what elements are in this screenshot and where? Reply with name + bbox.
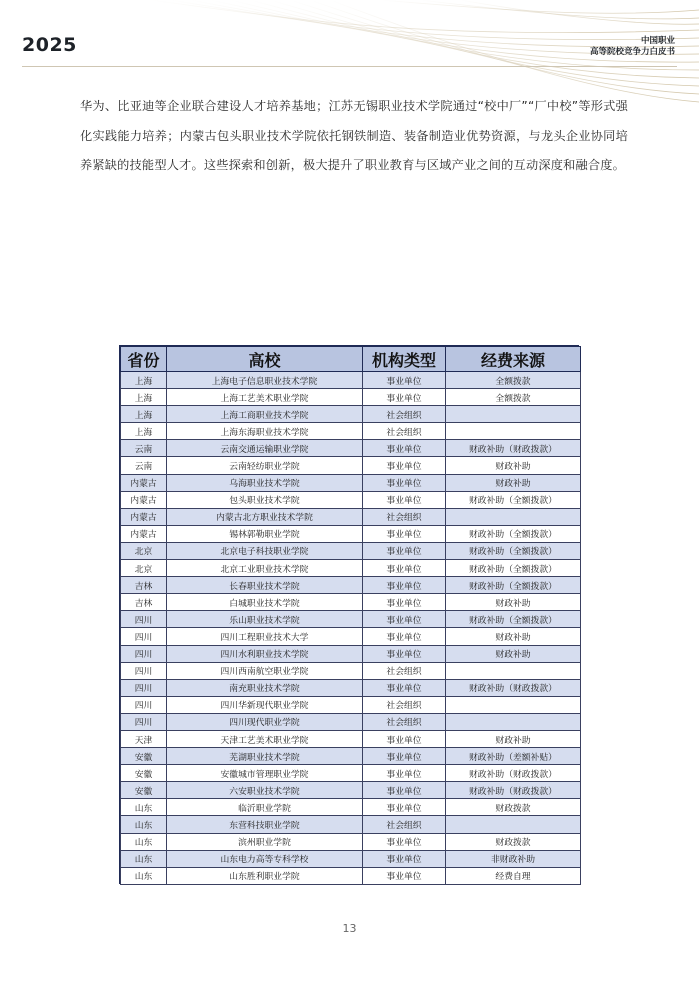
- funding-source-cell: [446, 406, 581, 423]
- college-cell: 内蒙古北方职业技术学院: [167, 508, 363, 525]
- province-cell: 四川: [121, 696, 167, 713]
- table-row: [121, 662, 581, 679]
- institution-type-cell: 社会组织: [363, 662, 446, 679]
- institution-type-cell: 事业单位: [363, 474, 446, 491]
- table-row: [121, 474, 581, 491]
- province-cell: 云南: [121, 457, 167, 474]
- funding-source-cell: 财政补助（全额拨款）: [446, 491, 581, 508]
- table-row: [121, 713, 581, 730]
- province-cell: 四川: [121, 662, 167, 679]
- college-cell: 临沂职业学院: [167, 799, 363, 816]
- institution-type-cell: 事业单位: [363, 594, 446, 611]
- province-cell: 北京: [121, 560, 167, 577]
- table-row: [121, 645, 581, 662]
- funding-source-cell: [446, 713, 581, 730]
- province-cell: 山东: [121, 799, 167, 816]
- table-row: [121, 440, 581, 457]
- funding-source-cell: [446, 662, 581, 679]
- college-cell: 乐山职业技术学院: [167, 611, 363, 628]
- funding-source-cell: 财政补助（财政拨款）: [446, 440, 581, 457]
- college-cell: 上海电子信息职业技术学院: [167, 372, 363, 389]
- institution-type-cell: 社会组织: [363, 713, 446, 730]
- college-cell: 上海工艺美术职业学院: [167, 389, 363, 406]
- institution-type-cell: 事业单位: [363, 577, 446, 594]
- table-row: [121, 748, 581, 765]
- college-cell: 山东胜利职业学院: [167, 867, 363, 884]
- institution-type-cell: 事业单位: [363, 560, 446, 577]
- province-cell: 四川: [121, 628, 167, 645]
- brand-line-1: 中国职业: [640, 36, 675, 46]
- institution-type-cell: 社会组织: [363, 423, 446, 440]
- college-table: [120, 346, 581, 885]
- college-cell: 上海东海职业技术学院: [167, 423, 363, 440]
- province-cell: 上海: [121, 406, 167, 423]
- province-cell: 山东: [121, 867, 167, 884]
- province-cell: 上海: [121, 372, 167, 389]
- header-institution-type: 机构类型: [363, 347, 446, 372]
- province-cell: 吉林: [121, 594, 167, 611]
- table-row: [121, 594, 581, 611]
- college-cell: 四川西南航空职业学院: [167, 662, 363, 679]
- province-cell: 四川: [121, 645, 167, 662]
- province-cell: 云南: [121, 440, 167, 457]
- college-cell: 北京工业职业技术学院: [167, 560, 363, 577]
- funding-source-cell: 财政补助（全额拨款）: [446, 611, 581, 628]
- institution-type-cell: 事业单位: [363, 372, 446, 389]
- funding-source-cell: 财政补助（全额拨款）: [446, 560, 581, 577]
- table-row: [121, 730, 581, 747]
- college-table-frame: [119, 345, 579, 884]
- college-cell: 芜湖职业技术学院: [167, 748, 363, 765]
- funding-source-cell: 财政补助: [446, 474, 581, 491]
- province-cell: 内蒙古: [121, 491, 167, 508]
- funding-source-cell: 财政补助（财政拨款）: [446, 679, 581, 696]
- college-cell: 安徽城市管理职业学院: [167, 765, 363, 782]
- college-cell: 滨州职业学院: [167, 833, 363, 850]
- province-cell: 吉林: [121, 577, 167, 594]
- college-cell: 天津工艺美术职业学院: [167, 730, 363, 747]
- province-cell: 内蒙古: [121, 508, 167, 525]
- table-row: [121, 679, 581, 696]
- funding-source-cell: 经费自理: [446, 867, 581, 884]
- institution-type-cell: 事业单位: [363, 850, 446, 867]
- college-cell: 锡林郭勒职业学院: [167, 525, 363, 542]
- table-row: [121, 611, 581, 628]
- table-row: [121, 406, 581, 423]
- college-cell: 云南交通运输职业学院: [167, 440, 363, 457]
- province-cell: 山东: [121, 850, 167, 867]
- institution-type-cell: 事业单位: [363, 491, 446, 508]
- college-cell: 山东电力高等专科学校: [167, 850, 363, 867]
- institution-type-cell: 事业单位: [363, 765, 446, 782]
- funding-source-cell: 财政补助: [446, 628, 581, 645]
- funding-source-cell: 全额拨款: [446, 372, 581, 389]
- college-cell: 云南轻纺职业学院: [167, 457, 363, 474]
- funding-source-cell: 非财政补助: [446, 850, 581, 867]
- institution-type-cell: 事业单位: [363, 748, 446, 765]
- table-row: [121, 577, 581, 594]
- institution-type-cell: 事业单位: [363, 645, 446, 662]
- table-row: [121, 389, 581, 406]
- brand-line-2: 高等院校竞争力白皮书: [589, 47, 675, 57]
- institution-type-cell: 事业单位: [363, 730, 446, 747]
- table-row: [121, 833, 581, 850]
- funding-source-cell: [446, 816, 581, 833]
- institution-type-cell: 事业单位: [363, 611, 446, 628]
- institution-type-cell: 事业单位: [363, 457, 446, 474]
- college-cell: 四川华新现代职业学院: [167, 696, 363, 713]
- table-row: [121, 491, 581, 508]
- province-cell: 安徽: [121, 765, 167, 782]
- institution-type-cell: 社会组织: [363, 508, 446, 525]
- table-row: [121, 628, 581, 645]
- header-college: 高校: [167, 347, 363, 372]
- table-row: [121, 782, 581, 799]
- college-cell: 上海工商职业技术学院: [167, 406, 363, 423]
- institution-type-cell: 事业单位: [363, 628, 446, 645]
- institution-type-cell: 事业单位: [363, 833, 446, 850]
- funding-source-cell: 财政补助（财政拨款）: [446, 765, 581, 782]
- funding-source-cell: 财政补助: [446, 645, 581, 662]
- province-cell: 四川: [121, 611, 167, 628]
- funding-source-cell: 财政补助（全额拨款）: [446, 577, 581, 594]
- college-cell: 北京电子科技职业学院: [167, 542, 363, 559]
- table-row: [121, 867, 581, 884]
- table-row: [121, 508, 581, 525]
- province-cell: 山东: [121, 816, 167, 833]
- province-cell: 天津: [121, 730, 167, 747]
- institution-type-cell: 社会组织: [363, 816, 446, 833]
- table-row: [121, 816, 581, 833]
- funding-source-cell: 财政拨款: [446, 833, 581, 850]
- institution-type-cell: 事业单位: [363, 867, 446, 884]
- report-year: 2025: [22, 34, 77, 56]
- institution-type-cell: 社会组织: [363, 696, 446, 713]
- table-row: [121, 696, 581, 713]
- province-cell: 内蒙古: [121, 474, 167, 491]
- institution-type-cell: 事业单位: [363, 782, 446, 799]
- institution-type-cell: 事业单位: [363, 389, 446, 406]
- province-cell: 内蒙古: [121, 525, 167, 542]
- province-cell: 安徽: [121, 748, 167, 765]
- province-cell: 山东: [121, 833, 167, 850]
- funding-source-cell: 财政补助: [446, 594, 581, 611]
- institution-type-cell: 社会组织: [363, 406, 446, 423]
- funding-source-cell: 全额拨款: [446, 389, 581, 406]
- funding-source-cell: [446, 696, 581, 713]
- province-cell: 上海: [121, 389, 167, 406]
- table-row: [121, 423, 581, 440]
- college-cell: 乌海职业技术学院: [167, 474, 363, 491]
- page-number: 13: [342, 922, 357, 935]
- table-header-row: [121, 347, 581, 372]
- funding-source-cell: 财政补助: [446, 457, 581, 474]
- college-cell: 四川水利职业技术学院: [167, 645, 363, 662]
- funding-source-cell: [446, 423, 581, 440]
- table-row: [121, 765, 581, 782]
- institution-type-cell: 事业单位: [363, 525, 446, 542]
- institution-type-cell: 事业单位: [363, 679, 446, 696]
- table-body: [121, 372, 581, 885]
- table-row: [121, 457, 581, 474]
- table-row: [121, 525, 581, 542]
- college-cell: 长春职业技术学院: [167, 577, 363, 594]
- province-cell: 四川: [121, 679, 167, 696]
- funding-source-cell: 财政拨款: [446, 799, 581, 816]
- institution-type-cell: 事业单位: [363, 799, 446, 816]
- college-cell: 六安职业技术学院: [167, 782, 363, 799]
- province-cell: 上海: [121, 423, 167, 440]
- funding-source-cell: 财政补助: [446, 730, 581, 747]
- college-cell: 四川现代职业学院: [167, 713, 363, 730]
- college-cell: 东营科技职业学院: [167, 816, 363, 833]
- report-brand: [590, 36, 675, 58]
- funding-source-cell: 财政补助（全额拨款）: [446, 525, 581, 542]
- college-cell: 包头职业技术学院: [167, 491, 363, 508]
- table-row: [121, 799, 581, 816]
- header-divider: [22, 66, 677, 67]
- province-cell: 安徽: [121, 782, 167, 799]
- college-cell: 四川工程职业技术大学: [167, 628, 363, 645]
- institution-type-cell: 事业单位: [363, 542, 446, 559]
- funding-source-cell: 财政补助（差额补贴）: [446, 748, 581, 765]
- province-cell: 四川: [121, 713, 167, 730]
- table-row: [121, 850, 581, 867]
- body-paragraph: 华为、比亚迪等企业联合建设人才培养基地；江苏无锡职业技术学院通过“校中厂”“厂中校”等形式强化实践能力培养；内蒙古包头职业技术学院依托钢铁制造、装备制造业优势资源，与龙头企业协同培养紧缺的技能型人才。这些探索和创新，极大提升了职业教育与区域产业之间的互动深度和融合度。: [80, 99, 628, 172]
- province-cell: 北京: [121, 542, 167, 559]
- college-cell: 南充职业技术学院: [167, 679, 363, 696]
- college-cell: 白城职业技术学院: [167, 594, 363, 611]
- funding-source-cell: [446, 508, 581, 525]
- table-row: [121, 372, 581, 389]
- institution-type-cell: 事业单位: [363, 440, 446, 457]
- table-row: [121, 560, 581, 577]
- funding-source-cell: 财政补助（全额拨款）: [446, 542, 581, 559]
- header-funding-source: 经费来源: [446, 347, 581, 372]
- table-row: [121, 542, 581, 559]
- header-province: 省份: [121, 347, 167, 372]
- funding-source-cell: 财政补助（财政拨款）: [446, 782, 581, 799]
